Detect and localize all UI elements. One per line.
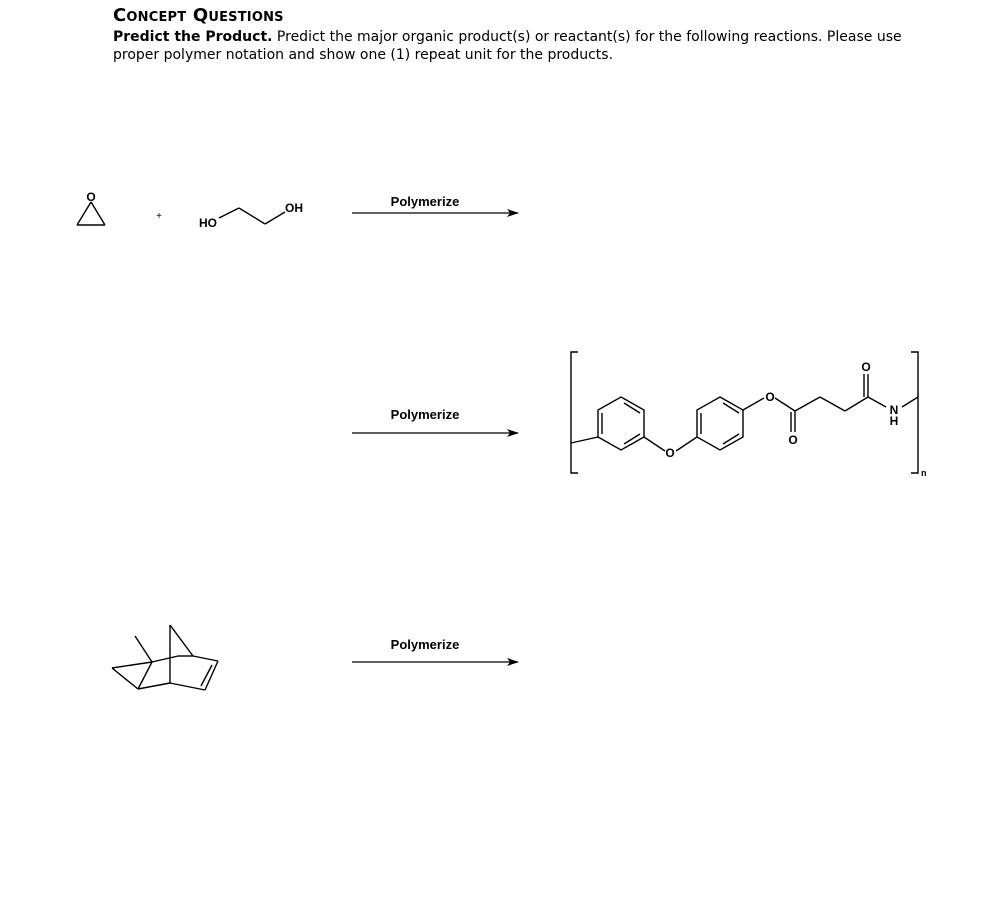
reagent-label-2: Polymerize — [390, 407, 460, 422]
repeat-subscript: n — [921, 468, 927, 478]
reaction-1 — [77, 190, 518, 230]
ether-oxygen-label: O — [665, 446, 675, 460]
norbornene-reactant — [112, 625, 218, 690]
reaction-2 — [352, 352, 927, 478]
ho-label: HO — [199, 216, 217, 230]
benzene-ring-2 — [697, 397, 743, 450]
oh-label: OH — [285, 201, 303, 215]
benzene-ring-1 — [598, 397, 644, 450]
left-bracket — [571, 352, 578, 473]
reagent-label-3: Polymerize — [390, 637, 460, 652]
ethylene-oxide — [77, 202, 105, 225]
hydrogen-label: H — [889, 414, 899, 428]
ethylene-glycol — [219, 208, 285, 224]
carbonyl-oxygen-label: O — [788, 433, 798, 447]
epoxide-oxygen-label: O — [86, 190, 96, 204]
ester-oxygen-label: O — [765, 390, 775, 404]
plus-sign: + — [156, 211, 162, 222]
right-bracket — [911, 352, 918, 473]
reaction-3 — [112, 625, 518, 690]
page-title: Concept Questions — [113, 5, 284, 26]
instructions-body: Predict the major organic product(s) or reactant(s) for the following reactions. Please use proper polymer notation and show one (1) repeat unit for the products. — [113, 29, 902, 63]
reagent-label-1: Polymerize — [390, 194, 460, 209]
amide-oxygen-label: O — [861, 360, 871, 374]
nitrogen-label: N — [889, 403, 899, 417]
instructions-lead: Predict the Product. — [113, 29, 273, 45]
